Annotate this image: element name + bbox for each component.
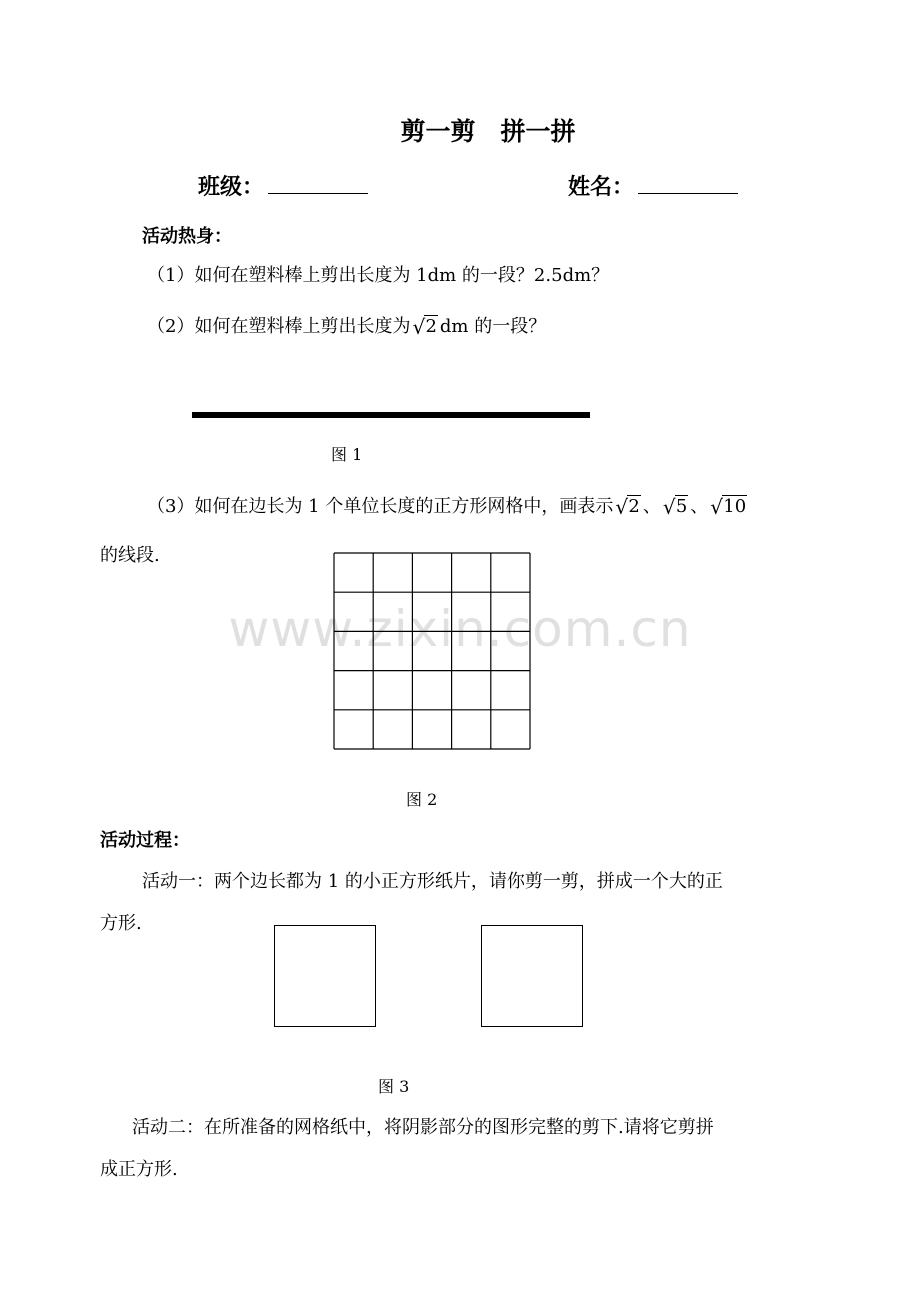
activity-1-line1: 活动一：两个边长都为 1 的小正方形纸片，请你剪一剪，拼成一个大的正 <box>142 871 723 892</box>
sqrt-radicand: 2 <box>425 316 437 337</box>
class-blank[interactable] <box>268 171 368 194</box>
separator: 、 <box>690 496 709 517</box>
sqrt-radicand: 5 <box>675 496 688 517</box>
name-blank[interactable] <box>638 171 738 194</box>
watermark-text: www.zixin.com.cn <box>228 600 692 658</box>
separator: 、 <box>642 496 661 517</box>
question-2-prefix: （2）如何在塑料棒上剪出长度为 <box>147 316 411 337</box>
name-field <box>568 170 738 201</box>
figure-3-caption: 图 3 <box>378 1077 410 1096</box>
plastic-rod <box>192 412 590 418</box>
class-field <box>198 170 368 201</box>
sqrt-symbol: √ 5 <box>662 495 688 519</box>
activity-2-line1: 活动二：在所准备的网格纸中，将阴影部分的图形完整的剪下.请将它剪拼 <box>132 1117 714 1138</box>
sqrt-symbol: √ 10 <box>710 495 747 519</box>
paper-square <box>481 925 583 1027</box>
figure-1-caption: 图 1 <box>331 445 363 464</box>
question-2-suffix: dm 的一段？ <box>439 316 547 337</box>
figure-2-caption: 图 2 <box>406 790 438 809</box>
sqrt-radicand: 2 <box>628 496 640 517</box>
question-3 <box>147 492 749 518</box>
question-3-prefix: （3）如何在边长为 1 个单位长度的正方形网格中，画表示 <box>147 496 614 517</box>
question-3-line2: 的线段. <box>100 545 160 566</box>
sqrt-symbol: √ 2 <box>615 495 640 519</box>
page-title: 剪一剪 拼一拼 <box>400 117 576 146</box>
question-1: （1）如何在塑料棒上剪出长度为 1dm 的一段？2.5dm？ <box>147 265 610 286</box>
class-label: 班级： <box>198 175 265 200</box>
activity-2-line2: 成正方形. <box>100 1159 178 1180</box>
warmup-heading: 活动热身： <box>142 226 232 247</box>
sqrt-radicand: 10 <box>723 496 747 517</box>
process-heading: 活动过程： <box>100 830 190 851</box>
paper-square <box>274 925 376 1027</box>
name-label: 姓名： <box>568 175 635 200</box>
question-2 <box>147 312 546 338</box>
activity-1-line2: 方形. <box>100 913 142 934</box>
sqrt-symbol: √ 2 <box>412 315 437 339</box>
